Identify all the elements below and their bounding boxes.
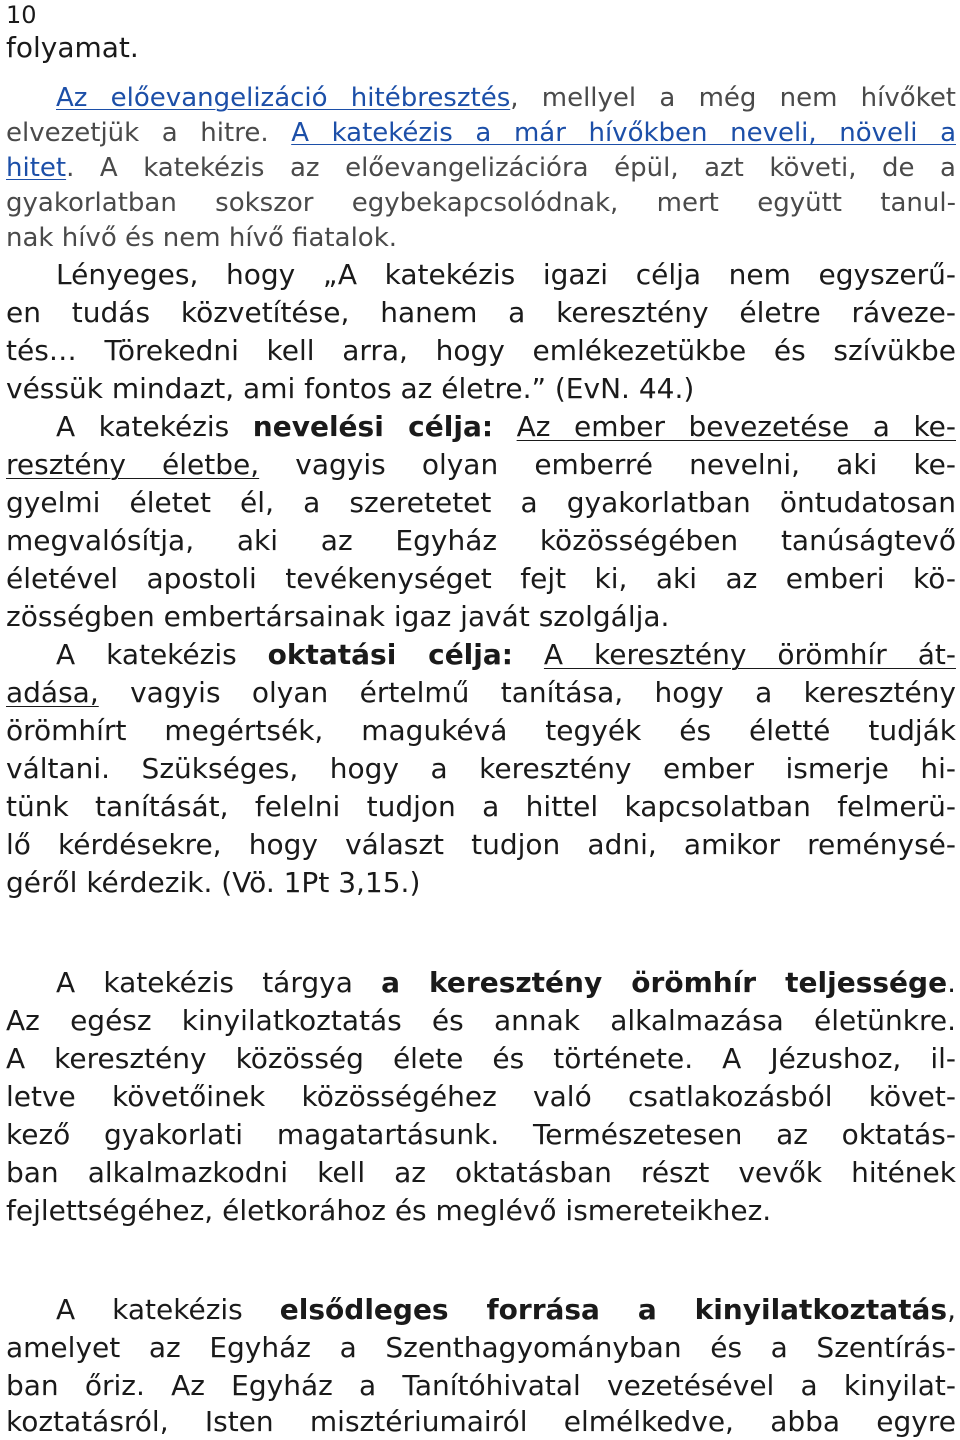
- text-line: Lényeges, hogy „A katekézis igazi célja nem egyszerű-: [56, 258, 956, 291]
- text-fragment: A katekézis: [56, 638, 268, 671]
- page-number: 10: [6, 1, 37, 29]
- text-line: en tudás közvetítése, hanem a keresztény életre ráveze-: [6, 296, 956, 329]
- text-fragment: elvezetjük a hitre.: [6, 118, 292, 148]
- text-fragment: A katekézis tárgya: [56, 966, 382, 999]
- text-line: váltani. Szükséges, hogy a keresztény ember ismerje hi-: [6, 752, 956, 785]
- text-line: ban alkalmazkodni kell az oktatásban részt vevők hitének: [6, 1156, 956, 1189]
- text-line: [6, 409, 956, 445]
- bold-term: a keresztény örömhír teljessége: [381, 966, 948, 999]
- text-line: nak hívő és nem hívő fiatalok.: [6, 223, 398, 253]
- text-fragment: . A katekézis az előevangelizációra épül, azt követi, de a: [66, 153, 956, 183]
- underlined-definition: A keresztény örömhír át-: [543, 638, 956, 671]
- text-line: zösségben embertársainak igaz javát szolgálja.: [6, 600, 670, 633]
- link-preevangelization[interactable]: Az előevangelizáció hitébresztés: [56, 83, 511, 113]
- text-line: tés… Törekedni kell arra, hogy emlékezetükbe és szívükbe: [6, 334, 956, 367]
- text-line: [6, 115, 956, 151]
- text-line: géről kérdezik. (Vö. 1Pt 3,15.): [6, 866, 421, 899]
- text-line: gyelmi életet él, a szeretetet a gyakorlatban öntudatosan: [6, 486, 956, 519]
- bold-term: elsődleges forrása a kinyilatkoztatás: [279, 1293, 948, 1326]
- text-fragment: vagyis olyan emberré nevelni, aki ke-: [259, 448, 956, 481]
- text-line: [6, 150, 956, 186]
- text-line: [6, 965, 956, 1001]
- bold-term: nevelési célja:: [252, 410, 494, 443]
- text-line: letve követőinek közösségéhez való csatlakozásból követ-: [6, 1080, 956, 1113]
- text-line: [6, 637, 956, 673]
- underlined-definition: adása,: [6, 676, 99, 709]
- text-line: kező gyakorlati magatartásunk. Természetesen az oktatás-: [6, 1118, 956, 1151]
- text-line: [6, 80, 956, 116]
- section-heading: [6, 917, 956, 953]
- text-fragment: , mellyel a még nem hívőket: [510, 83, 957, 113]
- text-fragment: ,: [947, 1293, 956, 1326]
- text-line: koztatásról, Isten misztériumairól elmélkedve, abba egyre: [6, 1405, 956, 1438]
- text-line: tünk tanítását, felelni tudjon a hittel kapcsolatban felmerü-: [6, 790, 956, 823]
- text-line: ban őriz. Az Egyház a Tanítóhivatal vezetésével a kinyilat-: [6, 1369, 956, 1402]
- text-line: Az egész kinyilatkoztatás és annak alkalmazása életünkre.: [6, 1004, 956, 1037]
- text-fragment: .: [947, 966, 956, 999]
- text-line: életével apostoli tevékenységet fejt ki, aki az emberi kö-: [6, 562, 956, 595]
- underlined-definition: Az ember bevezetése a ke-: [516, 410, 956, 443]
- text-line: [6, 447, 956, 483]
- text-fragment: A katekézis: [56, 1293, 280, 1326]
- link-faith[interactable]: hitet: [6, 153, 67, 183]
- text-line: fejlettségéhez, életkorához és meglévő ismereteikhez.: [6, 1194, 772, 1227]
- text-line: [6, 675, 956, 711]
- text-line: gyakorlatban sokszor egybekapcsolódnak, mert együtt tanul-: [6, 188, 956, 218]
- text-line: véssük mindazt, ami fontos az életre.” (EvN. 44.): [6, 372, 695, 405]
- link-catechesis[interactable]: A katekézis a már hívőkben neveli, növeli a: [291, 118, 956, 148]
- bold-term: oktatási célja:: [267, 638, 513, 671]
- text-line: megvalósítja, aki az Egyház közösségében tanúságtevő: [6, 524, 956, 557]
- text-line: amelyet az Egyház a Szenthagyományban és a Szentírás-: [6, 1331, 956, 1364]
- text-fragment: [493, 410, 517, 443]
- section-heading: [6, 1245, 956, 1281]
- text-fragment: vagyis olyan értelmű tanítása, hogy a keresztény: [98, 676, 956, 709]
- underlined-definition: resztény életbe,: [6, 448, 260, 481]
- text-fragment: A katekézis: [56, 410, 253, 443]
- text-line: örömhírt megértsék, magukévá tegyék és életté tudják: [6, 714, 956, 747]
- text-line: A keresztény közösség élete és története. A Jézushoz, il-: [6, 1042, 956, 1075]
- text-line: folyamat.: [6, 31, 139, 64]
- text-fragment: [513, 638, 544, 671]
- text-line: lő kérdésekre, hogy választ tudjon adni, amikor reménysé-: [6, 828, 956, 861]
- text-line: [6, 1292, 956, 1328]
